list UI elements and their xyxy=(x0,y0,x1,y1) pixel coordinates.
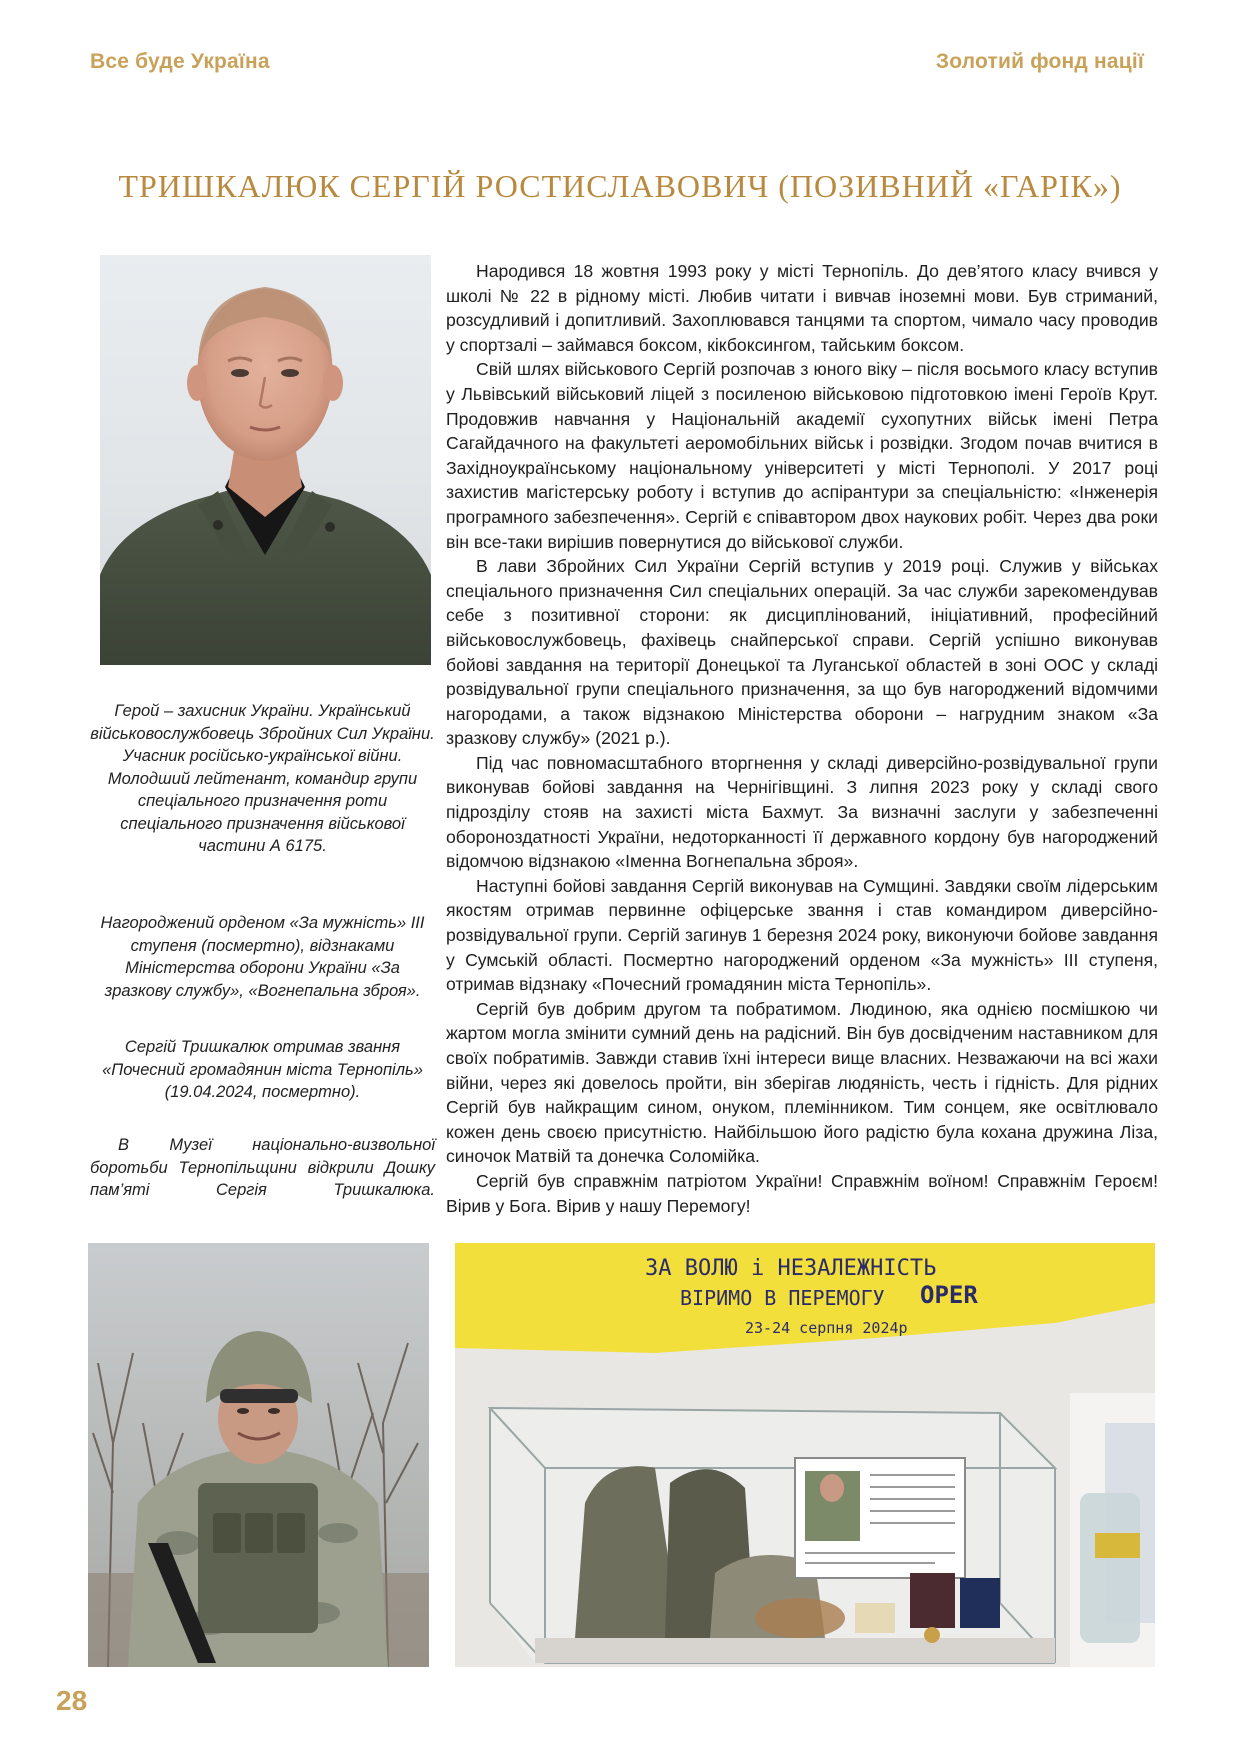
paragraph-4: Під час повномасштабного вторгнення у складі диверсійно-розвідувальної групи виконував бойові завдання на Чернігівщині. З липня 2023 року у складі свого підрозділу стояв на захисті міста Бахмут. За визначні заслуги у забезпеченні обороноздатності України, недоторканності її державного кордону був нагороджений відомчою відзнакою «Іменна Вогнепальна зброя». xyxy=(446,752,1158,872)
paragraph-6: Сергій був добрим другом та побратимом. Людиною, яка однією посмішкою чи жартом могла змінити сумний день на радісний. Він був досвідченим наставником для своїх побратимів. Завжди ставив їхні інтереси вище власних. Незважаючи на всі жахи війни, через які довелось пройти, він зберігав людяність, честь і гідність. Для рідних Сергій був найкращим сином, онуком, племінником. Тим сонцем, яке освітлювало кожен день своєю присутністю. Найбільшою його радістю була кохана дружина Ліза, синочок Матвій та донечка Соломійка. xyxy=(446,998,1158,1167)
museum-illustration xyxy=(455,1243,1155,1667)
paragraph-2: Свій шлях військового Сергій розпочав з юного віку – після восьмого класу вступив у Львівський військовий ліцей з посиленою військовою підготовкою імені Героїв Крут. Продовжив навчання у Національній академії сухопутних військ імені Петра Сагайдачного на факультеті аеромобільних військ і розвідки. Згодом почав вчитися в Західноукраїнському національному університеті у місті Тернополі. У 2017 році захистив магістерську роботу і вступив до аспірантури за спеціальністю: «Інженерія програмного забезпечення». Сергій є співавтором двох наукових робіт. Через два роки він все-таки вирішив повернутися до військової служби. xyxy=(446,359,1158,552)
page-number: 28 xyxy=(56,1685,88,1716)
soldier-field-photo xyxy=(88,1243,429,1667)
paragraph-1: Народився 18 жовтня 1993 року у місті Тернопіль. До дев’ятого класу вчився у школі № 22 в рідному місті. Любив читати і вивчав іноземні мови. Був стриманий, розсудливий і допитливий. Захоплювався танцями та спортом, чимало часу проводив у спортзалі – займався боксом, кікбоксингом, тайським боксом. xyxy=(446,261,1158,355)
caption-museum: В Музеї національно-визвольної боротьби Тернопільщини відкрили Дошку пам’яті Сергія Тришкалюка. xyxy=(90,1136,435,1199)
flag-signature: OPER xyxy=(920,1281,978,1309)
portrait-photo xyxy=(100,255,431,665)
flag-line-3: 23-24 серпня 2024р xyxy=(745,1319,908,1337)
flag-line-1: ЗА ВОЛЮ і НЕЗАЛЕЖНІСТЬ xyxy=(645,1256,937,1281)
paragraph-3: В лави Збройних Сил України Сергій вступив у 2019 році. Служив у військах спеціального призначення Сил спеціальних операцій. За час служби зарекомендував себе з позитивної сторони: як дисциплінований, ініціативний, професійний військовослужбовець, фахівець снайперської справи. Сергій успішно виконував бойові завдання на території Донецької та Луганської областей в зоні ООС у складі розвідувальної групи спеціального призначення, за що був нагороджений відомчими нагородами, а також відзнакою Міністерства оборони – нагрудним знаком «За зразкову службу» (2021 р.). xyxy=(446,556,1158,749)
portrait-illustration xyxy=(100,255,431,665)
caption-honorary: Сергій Тришкалюк отримав звання «Почесний громадянин міста Тернопіль» (19.04.2024, посмертно). xyxy=(102,1038,423,1101)
caption-bio: Герой – захисник України. Український військовослужбовець Збройних Сил України. Учасник російсько-української війни. Молодший лейтенант, командир групи спеціального призначення роти спеціального призначення військової частини А 6175. xyxy=(90,702,435,855)
museum-display-photo xyxy=(455,1243,1155,1667)
article-title: ТРИШКАЛЮК СЕРГІЙ РОСТИСЛАВОВИЧ (ПОЗИВНИЙ «ГАРІК») xyxy=(118,168,1122,204)
paragraph-7: Сергій був справжнім патріотом України! Справжнім воїном! Справжнім Героєм! Вірив у Бога. Вірив у нашу Перемогу! xyxy=(446,1170,1158,1216)
soldier-illustration xyxy=(88,1243,429,1667)
paragraph-5: Наступні бойові завдання Сергій виконував на Сумщині. Завдяки своїм лідерським якостям отримав первинне офіцерське звання і став командиром диверсійно-розвідувальної групи. Сергій загинув 1 березня 2024 року, виконуючи бойове завдання у Сумській області. Посмертно нагороджений орденом «За мужність» ІІІ ступеня, отримав відзнаку «Почесний громадянин міста Тернопіль». xyxy=(446,875,1158,995)
running-header-right: Золотий фонд нації xyxy=(935,50,1144,73)
caption-awards: Нагороджений орденом «За мужність» ІІІ ступеня (посмертно), відзнаками Міністерства оборони України «За зразкову службу», «Вогнепальна зброя». xyxy=(100,914,425,1000)
flag-line-2: ВІРИМО В ПЕРЕМОГУ xyxy=(680,1286,885,1310)
article-body xyxy=(446,259,1158,1218)
running-header-left: Все буде Україна xyxy=(90,50,270,73)
